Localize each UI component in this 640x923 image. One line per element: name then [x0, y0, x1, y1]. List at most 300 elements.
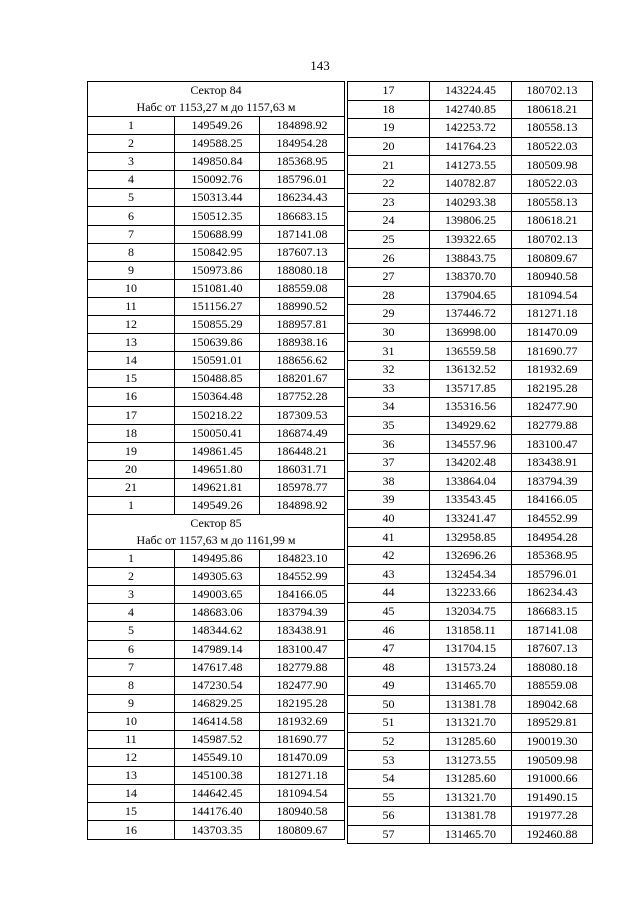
y-coordinate-cell: 181094.54 [512, 286, 593, 305]
point-number-cell: 18 [348, 100, 430, 119]
table-row [88, 316, 345, 334]
x-coordinate-cell: 138370.70 [430, 267, 512, 286]
table-row [348, 379, 593, 398]
y-coordinate-cell: 181094.54 [260, 785, 345, 803]
x-coordinate-cell: 137904.65 [430, 286, 512, 305]
table-row [88, 225, 345, 243]
table-row [88, 676, 345, 694]
y-coordinate-cell: 183100.47 [260, 640, 345, 658]
x-coordinate-cell: 142253.72 [430, 119, 512, 138]
y-coordinate-cell: 188080.18 [512, 658, 593, 677]
table-row [88, 550, 345, 568]
point-number-cell: 13 [88, 334, 175, 352]
y-coordinate-cell: 181470.09 [512, 323, 593, 342]
point-number-cell: 45 [348, 602, 430, 621]
y-coordinate-cell: 187752.28 [260, 388, 345, 406]
sector-header [88, 515, 345, 550]
y-coordinate-cell: 183438.91 [512, 453, 593, 472]
x-coordinate-cell: 150591.01 [175, 352, 260, 370]
y-coordinate-cell: 181932.69 [260, 712, 345, 730]
point-number-cell: 7 [88, 225, 175, 243]
y-coordinate-cell: 186683.15 [260, 207, 345, 225]
x-coordinate-cell: 136998.00 [430, 323, 512, 342]
table-row [348, 119, 593, 138]
table-row [88, 658, 345, 676]
table-row [88, 171, 345, 189]
y-coordinate-cell: 190509.98 [512, 751, 593, 770]
x-coordinate-cell: 134929.62 [430, 416, 512, 435]
y-coordinate-cell: 191977.28 [512, 807, 593, 826]
point-number-cell: 4 [88, 604, 175, 622]
point-number-cell: 1 [88, 496, 175, 514]
y-coordinate-cell: 188201.67 [260, 370, 345, 388]
table-row [348, 453, 593, 472]
point-number-cell: 21 [348, 156, 430, 175]
x-coordinate-cell: 150313.44 [175, 189, 260, 207]
point-number-cell: 19 [348, 119, 430, 138]
table-row [348, 472, 593, 491]
table-row [348, 342, 593, 361]
point-number-cell: 19 [88, 442, 175, 460]
table-row [348, 807, 593, 826]
point-number-cell: 48 [348, 658, 430, 677]
y-coordinate-cell: 181690.77 [512, 342, 593, 361]
y-coordinate-cell: 183100.47 [512, 435, 593, 454]
x-coordinate-cell: 137446.72 [430, 305, 512, 324]
table-row [88, 478, 345, 496]
x-coordinate-cell: 146829.25 [175, 694, 260, 712]
y-coordinate-cell: 180702.13 [512, 82, 593, 101]
point-number-cell: 33 [348, 379, 430, 398]
y-coordinate-cell: 188957.81 [260, 316, 345, 334]
table-row [348, 732, 593, 751]
point-number-cell: 36 [348, 435, 430, 454]
x-coordinate-cell: 133543.45 [430, 491, 512, 510]
x-coordinate-cell: 147230.54 [175, 676, 260, 694]
y-coordinate-cell: 188080.18 [260, 261, 345, 279]
x-coordinate-cell: 146414.58 [175, 712, 260, 730]
y-coordinate-cell: 180940.58 [260, 803, 345, 821]
left-coordinates-table [87, 81, 345, 840]
x-coordinate-cell: 131465.70 [430, 677, 512, 696]
x-coordinate-cell: 131381.78 [430, 695, 512, 714]
x-coordinate-cell: 149588.25 [175, 135, 260, 153]
point-number-cell: 7 [88, 658, 175, 676]
table-row [88, 442, 345, 460]
table-row [88, 243, 345, 261]
sector-header [88, 82, 345, 117]
y-coordinate-cell: 182477.90 [260, 676, 345, 694]
x-coordinate-cell: 143224.45 [430, 82, 512, 101]
x-coordinate-cell: 149850.84 [175, 153, 260, 171]
x-coordinate-cell: 150092.76 [175, 171, 260, 189]
point-number-cell: 16 [88, 388, 175, 406]
point-number-cell: 12 [88, 749, 175, 767]
y-coordinate-cell: 188990.52 [260, 297, 345, 315]
point-number-cell: 23 [348, 193, 430, 212]
y-coordinate-cell: 185796.01 [512, 565, 593, 584]
x-coordinate-cell: 134557.96 [430, 435, 512, 454]
point-number-cell: 50 [348, 695, 430, 714]
sector-title: Сектор 84 [190, 83, 242, 97]
x-coordinate-cell: 144642.45 [175, 785, 260, 803]
table-row [348, 323, 593, 342]
point-number-cell: 6 [88, 207, 175, 225]
y-coordinate-cell: 184166.05 [512, 491, 593, 510]
x-coordinate-cell: 140293.38 [430, 193, 512, 212]
x-coordinate-cell: 145100.38 [175, 767, 260, 785]
point-number-cell: 14 [88, 785, 175, 803]
y-coordinate-cell: 192460.88 [512, 825, 593, 844]
y-coordinate-cell: 189529.81 [512, 714, 593, 733]
point-number-cell: 22 [348, 174, 430, 193]
point-number-cell: 38 [348, 472, 430, 491]
x-coordinate-cell: 136559.58 [430, 342, 512, 361]
y-coordinate-cell: 185796.01 [260, 171, 345, 189]
y-coordinate-cell: 180558.13 [512, 193, 593, 212]
point-number-cell: 24 [348, 212, 430, 231]
x-coordinate-cell: 131321.70 [430, 714, 512, 733]
right-coordinates-table [347, 81, 593, 844]
y-coordinate-cell: 180809.67 [512, 249, 593, 268]
point-number-cell: 53 [348, 751, 430, 770]
point-number-cell: 8 [88, 676, 175, 694]
x-coordinate-cell: 141273.55 [430, 156, 512, 175]
point-number-cell: 11 [88, 731, 175, 749]
x-coordinate-cell: 150842.95 [175, 243, 260, 261]
table-row [88, 803, 345, 821]
table-row [88, 261, 345, 279]
y-coordinate-cell: 188559.08 [260, 279, 345, 297]
y-coordinate-cell: 191490.15 [512, 788, 593, 807]
point-number-cell: 18 [88, 424, 175, 442]
point-number-cell: 11 [88, 297, 175, 315]
table-row [88, 821, 345, 839]
point-number-cell: 52 [348, 732, 430, 751]
table-row [348, 695, 593, 714]
y-coordinate-cell: 187607.13 [512, 639, 593, 658]
y-coordinate-cell: 180940.58 [512, 267, 593, 286]
x-coordinate-cell: 131465.70 [430, 825, 512, 844]
point-number-cell: 6 [88, 640, 175, 658]
table-row [88, 749, 345, 767]
x-coordinate-cell: 131573.24 [430, 658, 512, 677]
y-coordinate-cell: 184898.92 [260, 496, 345, 514]
table-row [348, 360, 593, 379]
point-number-cell: 30 [348, 323, 430, 342]
sector-depth-range: Набс от 1157,63 м до 1161,99 м [136, 533, 296, 548]
y-coordinate-cell: 184898.92 [260, 117, 345, 135]
point-number-cell: 20 [88, 460, 175, 478]
point-number-cell: 16 [88, 821, 175, 839]
x-coordinate-cell: 150688.99 [175, 225, 260, 243]
table-row [88, 424, 345, 442]
table-row [348, 565, 593, 584]
table-row [348, 82, 593, 101]
y-coordinate-cell: 185368.95 [260, 153, 345, 171]
table-row [88, 207, 345, 225]
point-number-cell: 37 [348, 453, 430, 472]
point-number-cell: 3 [88, 586, 175, 604]
y-coordinate-cell: 184954.28 [512, 528, 593, 547]
point-number-cell: 15 [88, 370, 175, 388]
x-coordinate-cell: 150218.22 [175, 406, 260, 424]
y-coordinate-cell: 188938.16 [260, 334, 345, 352]
point-number-cell: 21 [88, 478, 175, 496]
table-row [88, 189, 345, 207]
y-coordinate-cell: 187141.08 [260, 225, 345, 243]
table-row [348, 639, 593, 658]
table-row [88, 352, 345, 370]
x-coordinate-cell: 131704.15 [430, 639, 512, 658]
point-number-cell: 55 [348, 788, 430, 807]
table-row [348, 825, 593, 844]
table-row [348, 769, 593, 788]
table-row [348, 100, 593, 119]
x-coordinate-cell: 138843.75 [430, 249, 512, 268]
table-row [88, 496, 345, 514]
point-number-cell: 3 [88, 153, 175, 171]
y-coordinate-cell: 181470.09 [260, 749, 345, 767]
point-number-cell: 8 [88, 243, 175, 261]
y-coordinate-cell: 187309.53 [260, 406, 345, 424]
point-number-cell: 44 [348, 584, 430, 603]
x-coordinate-cell: 149651.80 [175, 460, 260, 478]
table-row [88, 586, 345, 604]
y-coordinate-cell: 182477.90 [512, 398, 593, 417]
y-coordinate-cell: 181932.69 [512, 360, 593, 379]
table-row [88, 279, 345, 297]
y-coordinate-cell: 190019.30 [512, 732, 593, 751]
x-coordinate-cell: 140782.87 [430, 174, 512, 193]
point-number-cell: 56 [348, 807, 430, 826]
table-row [88, 135, 345, 153]
point-number-cell: 20 [348, 137, 430, 156]
table-row [88, 117, 345, 135]
table-row [348, 584, 593, 603]
table-row [88, 712, 345, 730]
table-row [88, 153, 345, 171]
point-number-cell: 5 [88, 622, 175, 640]
x-coordinate-cell: 143703.35 [175, 821, 260, 839]
point-number-cell: 15 [88, 803, 175, 821]
point-number-cell: 17 [348, 82, 430, 101]
x-coordinate-cell: 133241.47 [430, 509, 512, 528]
point-number-cell: 1 [88, 117, 175, 135]
table-row [348, 416, 593, 435]
x-coordinate-cell: 145549.10 [175, 749, 260, 767]
table-row [348, 305, 593, 324]
table-row [88, 460, 345, 478]
x-coordinate-cell: 150050.41 [175, 424, 260, 442]
y-coordinate-cell: 188656.62 [260, 352, 345, 370]
y-coordinate-cell: 180702.13 [512, 230, 593, 249]
y-coordinate-cell: 182779.88 [512, 416, 593, 435]
sector-depth-range: Набс от 1153,27 м до 1157,63 м [136, 100, 296, 114]
point-number-cell: 9 [88, 261, 175, 279]
table-row [348, 751, 593, 770]
y-coordinate-cell: 185978.77 [260, 478, 345, 496]
point-number-cell: 42 [348, 546, 430, 565]
point-number-cell: 26 [348, 249, 430, 268]
x-coordinate-cell: 131381.78 [430, 807, 512, 826]
table-row [88, 694, 345, 712]
y-coordinate-cell: 183794.39 [512, 472, 593, 491]
sector-header-row [88, 82, 345, 117]
y-coordinate-cell: 180509.98 [512, 156, 593, 175]
sector-title: Сектор 85 [190, 516, 242, 531]
x-coordinate-cell: 135316.56 [430, 398, 512, 417]
point-number-cell: 41 [348, 528, 430, 547]
y-coordinate-cell: 185368.95 [512, 546, 593, 565]
x-coordinate-cell: 131285.60 [430, 732, 512, 751]
table-row [348, 398, 593, 417]
table-row [88, 731, 345, 749]
point-number-cell: 54 [348, 769, 430, 788]
x-coordinate-cell: 149495.86 [175, 550, 260, 568]
table-row [88, 568, 345, 586]
x-coordinate-cell: 150488.85 [175, 370, 260, 388]
table-row [348, 528, 593, 547]
y-coordinate-cell: 180522.03 [512, 174, 593, 193]
y-coordinate-cell: 186448.21 [260, 442, 345, 460]
y-coordinate-cell: 183438.91 [260, 622, 345, 640]
y-coordinate-cell: 180618.21 [512, 100, 593, 119]
table-row [348, 156, 593, 175]
x-coordinate-cell: 149305.63 [175, 568, 260, 586]
y-coordinate-cell: 184166.05 [260, 586, 345, 604]
x-coordinate-cell: 151081.40 [175, 279, 260, 297]
y-coordinate-cell: 181271.18 [260, 767, 345, 785]
table-row [348, 267, 593, 286]
y-coordinate-cell: 181690.77 [260, 731, 345, 749]
x-coordinate-cell: 148683.06 [175, 604, 260, 622]
table-row [348, 788, 593, 807]
y-coordinate-cell: 188559.08 [512, 677, 593, 696]
point-number-cell: 25 [348, 230, 430, 249]
point-number-cell: 39 [348, 491, 430, 510]
table-row [348, 230, 593, 249]
x-coordinate-cell: 131858.11 [430, 621, 512, 640]
table-row [348, 677, 593, 696]
x-coordinate-cell: 134202.48 [430, 453, 512, 472]
y-coordinate-cell: 187141.08 [512, 621, 593, 640]
y-coordinate-cell: 180809.67 [260, 821, 345, 839]
table-row [348, 174, 593, 193]
point-number-cell: 2 [88, 568, 175, 586]
x-coordinate-cell: 131321.70 [430, 788, 512, 807]
point-number-cell: 31 [348, 342, 430, 361]
y-coordinate-cell: 186234.43 [512, 584, 593, 603]
y-coordinate-cell: 186683.15 [512, 602, 593, 621]
x-coordinate-cell: 145987.52 [175, 731, 260, 749]
table-row [348, 137, 593, 156]
x-coordinate-cell: 147617.48 [175, 658, 260, 676]
point-number-cell: 49 [348, 677, 430, 696]
table-row [348, 602, 593, 621]
y-coordinate-cell: 184552.99 [512, 509, 593, 528]
x-coordinate-cell: 148344.62 [175, 622, 260, 640]
y-coordinate-cell: 180618.21 [512, 212, 593, 231]
point-number-cell: 47 [348, 639, 430, 658]
point-number-cell: 12 [88, 316, 175, 334]
y-coordinate-cell: 180558.13 [512, 119, 593, 138]
table-row [348, 658, 593, 677]
point-number-cell: 5 [88, 189, 175, 207]
y-coordinate-cell: 191000.66 [512, 769, 593, 788]
table-row [348, 212, 593, 231]
table-row [88, 622, 345, 640]
y-coordinate-cell: 182195.28 [260, 694, 345, 712]
table-row [88, 604, 345, 622]
x-coordinate-cell: 131285.60 [430, 769, 512, 788]
y-coordinate-cell: 184823.10 [260, 550, 345, 568]
point-number-cell: 57 [348, 825, 430, 844]
table-row [348, 491, 593, 510]
point-number-cell: 28 [348, 286, 430, 305]
table-row [88, 297, 345, 315]
sector-header-row [88, 515, 345, 550]
point-number-cell: 10 [88, 279, 175, 297]
x-coordinate-cell: 136132.52 [430, 360, 512, 379]
point-number-cell: 29 [348, 305, 430, 324]
y-coordinate-cell: 182195.28 [512, 379, 593, 398]
x-coordinate-cell: 149861.45 [175, 442, 260, 460]
point-number-cell: 1 [88, 550, 175, 568]
point-number-cell: 46 [348, 621, 430, 640]
table-row [348, 249, 593, 268]
y-coordinate-cell: 182779.88 [260, 658, 345, 676]
x-coordinate-cell: 149003.65 [175, 586, 260, 604]
table-row [348, 193, 593, 212]
point-number-cell: 35 [348, 416, 430, 435]
x-coordinate-cell: 132958.85 [430, 528, 512, 547]
table-row [88, 406, 345, 424]
point-number-cell: 32 [348, 360, 430, 379]
x-coordinate-cell: 150855.29 [175, 316, 260, 334]
y-coordinate-cell: 184954.28 [260, 135, 345, 153]
x-coordinate-cell: 147989.14 [175, 640, 260, 658]
x-coordinate-cell: 139806.25 [430, 212, 512, 231]
point-number-cell: 40 [348, 509, 430, 528]
x-coordinate-cell: 151156.27 [175, 297, 260, 315]
table-row [88, 767, 345, 785]
table-row [348, 621, 593, 640]
point-number-cell: 43 [348, 565, 430, 584]
y-coordinate-cell: 187607.13 [260, 243, 345, 261]
y-coordinate-cell: 186031.71 [260, 460, 345, 478]
x-coordinate-cell: 132233.66 [430, 584, 512, 603]
point-number-cell: 10 [88, 712, 175, 730]
table-row [88, 785, 345, 803]
x-coordinate-cell: 149549.26 [175, 117, 260, 135]
table-row [88, 370, 345, 388]
table-row [348, 714, 593, 733]
x-coordinate-cell: 149621.81 [175, 478, 260, 496]
point-number-cell: 4 [88, 171, 175, 189]
y-coordinate-cell: 181271.18 [512, 305, 593, 324]
x-coordinate-cell: 141764.23 [430, 137, 512, 156]
x-coordinate-cell: 133864.04 [430, 472, 512, 491]
x-coordinate-cell: 149549.26 [175, 496, 260, 514]
page-number: 143 [310, 58, 330, 73]
point-number-cell: 34 [348, 398, 430, 417]
table-row [348, 286, 593, 305]
y-coordinate-cell: 186234.43 [260, 189, 345, 207]
x-coordinate-cell: 150512.35 [175, 207, 260, 225]
x-coordinate-cell: 139322.65 [430, 230, 512, 249]
table-row [88, 640, 345, 658]
